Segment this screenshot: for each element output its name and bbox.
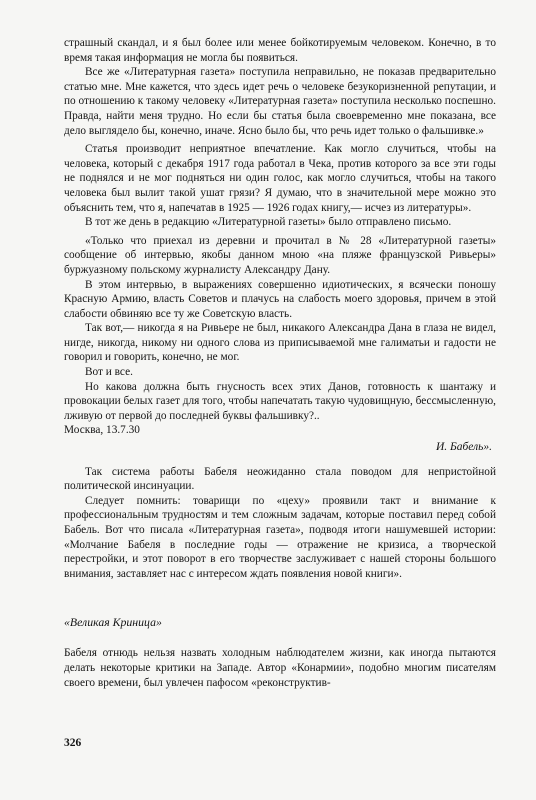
- letter-signature: И. Бабель».: [435, 441, 492, 454]
- letter-paragraph: Вот и все.: [85, 366, 133, 379]
- paragraph: Все же «Литературная газета» поступила неправильно, не показав предварительно статью мне. Мне кажется, что здесь идет речь о человеке безукоризненной репутации, и по отношению к такому человеку «Литературная газета» поступила несколько поспешно. Правда, найти меня трудно. Но если бы статья была своевременно мне показана, все дело выглядело бы, конечно, иначе. Ясно было бы, что речь идет только о фальшивке.»: [64, 66, 496, 137]
- paragraph: Бабеля отнюдь нельзя назвать холодным наблюдателем жизни, как иногда пытаются делать некоторые критики на Западе. Автор «Конармии», подобно многим писателям своего времени, был увлечен пафосом «реконструктив-: [64, 647, 496, 689]
- letter-paragraph: Но какова должна быть гнусность всех этих Данов, готовность к шантажу и провокации белых газет для того, чтобы напечатать такую чудовищную, бессмысленную, лживую от первой до последней буквы фальшивку?..: [64, 380, 496, 422]
- letter-paragraph: «Только что приехал из деревни и прочитал в № 28 «Литературной газеты» сообщение об интервью, якобы данном мною «на пляже французской Ривьеры» буржуазному польскому журналисту Александру Дану.: [64, 234, 496, 276]
- paragraph: В тот же день в редакцию «Литературной газеты» было отправлено письмо.: [85, 216, 452, 229]
- section-heading: «Великая Криница»: [64, 615, 162, 630]
- paragraph-continuation: страшный скандал, и я был более или менее бойкотируемым человеком. Конечно, в то время такая информация не могла бы появиться.: [64, 37, 496, 64]
- letter-paragraph: Так вот,— никогда я на Ривьере не был, никакого Александра Дана в глаза не видел, нигде, никогда, никому ни одного слова из приписываемой мне галиматьи и гадости не говорил и говорить, конечно, не мог.: [64, 322, 496, 364]
- paragraph: Статья производит неприятное впечатление. Как могло случиться, чтобы на человека, который с декабря 1917 года работал в Чека, против которого за все эти годы не поднялся и не мог подняться ни один голос, как могло случиться, чтобы на такого человека был вылит такой ушат грязи? Я думаю, что в значительной мере можно это объяснить тем, что я, напечатав в 1925 — 1926 годах книгу,— исчез из литературы».: [64, 143, 496, 214]
- paragraph: Так система работы Бабеля неожиданно стала поводом для непристойной политической инсинуации.: [64, 465, 496, 493]
- page-number: 326: [64, 737, 82, 749]
- paragraph: Следует помнить: товарищи по «цеху» проявили такт и внимание к профессиональным трудностям и тем сложным задачам, которые поставил перед собой Бабель. Вот что писала «Литературная газета», подводя итоги нашумевшей истории: «Молчание Бабеля в последние годы — отражение не кризиса, а творческой перестройки, и этот поворот в его творчестве заслуживает с нашей стороны большого внимания, заставляет нас с интересом ждать появления новой книги».: [64, 494, 496, 580]
- letter-date: Москва, 13.7.30: [64, 424, 140, 437]
- letter-paragraph: В этом интервью, в выражениях совершенно идиотических, я всячески поношу Красную Армию, власть Советов и плачусь на слабость моего здоровья, причем в этой слабости обвиняю все ту же Советскую власть.: [64, 278, 496, 320]
